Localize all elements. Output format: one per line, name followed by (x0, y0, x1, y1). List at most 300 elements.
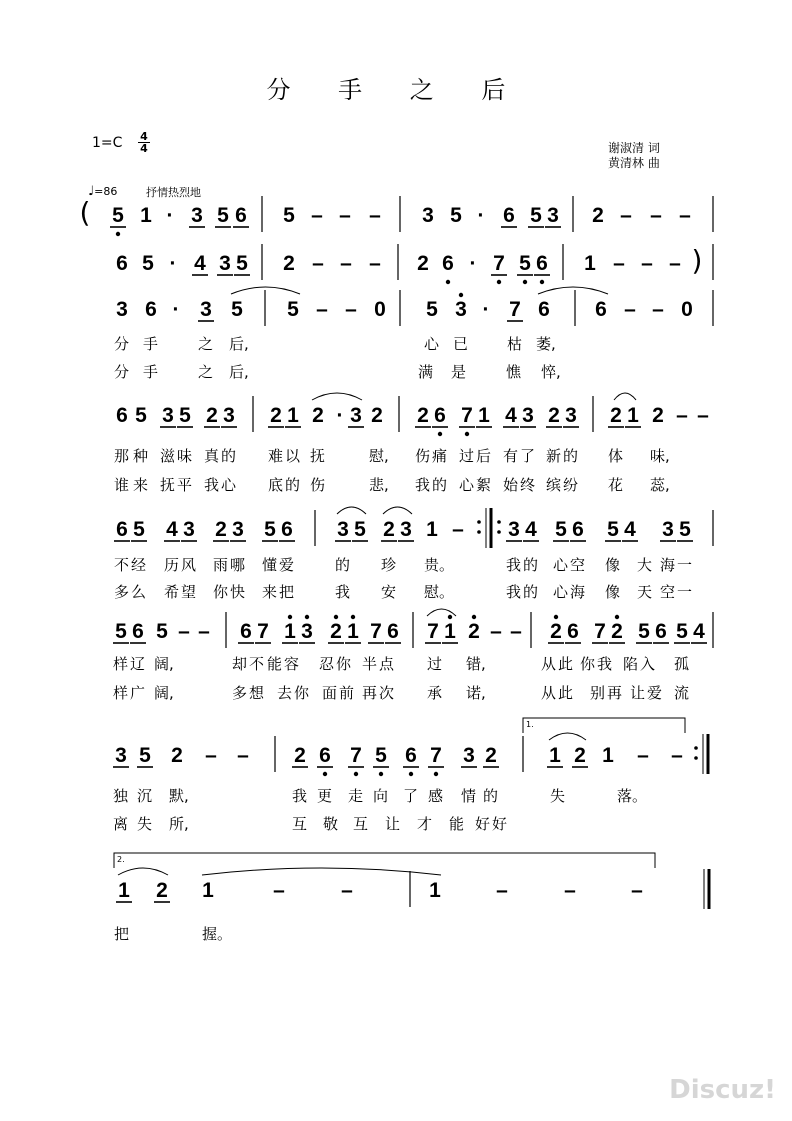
note: 7 (350, 744, 362, 767)
note: 3 (183, 518, 195, 541)
lyric-syllable: 的 (221, 447, 237, 465)
note: 5 (264, 518, 276, 541)
extension-dash: – (369, 204, 381, 227)
watermark: Discuz! (669, 1075, 776, 1105)
lyric-syllable: 悴, (541, 363, 561, 381)
lyric-syllable: 天 (637, 583, 653, 601)
note: 1 (347, 620, 359, 643)
repeat-dot (694, 746, 698, 750)
slur (337, 507, 366, 514)
note: 3 (565, 404, 577, 427)
lyric-syllable: 种 (133, 447, 149, 465)
note: 5 (135, 404, 147, 427)
lyric-syllable: 懂 (262, 556, 278, 574)
note: 2 (371, 404, 383, 427)
note: 7 (461, 404, 473, 427)
note: 6 (442, 252, 454, 275)
lyric-syllable: 历 (164, 556, 180, 574)
extension-dash: – (671, 744, 683, 767)
note: 4 (166, 518, 178, 541)
lyric-syllable: 心 (553, 583, 569, 601)
note: 6 (572, 518, 584, 541)
lyric-syllable: 分 (114, 363, 130, 381)
lyric-syllable: 过 (459, 447, 475, 465)
note: 2 (215, 518, 227, 541)
note: 3 (232, 518, 244, 541)
lyric-syllable: 失 (550, 787, 566, 805)
extension-dash: – (650, 204, 662, 227)
lyric-syllable: 独 (113, 787, 129, 805)
lyric-syllable: 花 (608, 476, 624, 494)
note: 1 (140, 204, 152, 227)
note: 5 (530, 204, 542, 227)
composer-credit: 黄清林 曲 (608, 156, 660, 170)
lyric-syllable: 味 (177, 447, 193, 465)
extension-dash: – (564, 879, 576, 902)
lyric-syllable: 再 (362, 684, 378, 702)
note: 3 (662, 518, 674, 541)
lyric-syllable: 手 (143, 363, 159, 381)
octave-dot-low (523, 280, 527, 284)
quarter-note-icon: ♩ (88, 184, 95, 199)
note: 6 (132, 620, 144, 643)
note: 6 (538, 298, 550, 321)
note: 2 (206, 404, 218, 427)
octave-dot-high (448, 615, 452, 619)
note: 7 (427, 620, 439, 643)
lyric-syllable: 孤 (674, 655, 690, 673)
lyric-syllable: 像 (605, 583, 621, 601)
octave-dot-high (554, 615, 558, 619)
lyric-syllable: 体 (608, 447, 624, 465)
tempo-value: =86 (94, 185, 118, 198)
note: 2 (592, 204, 604, 227)
lyric-syllable: 憔 (506, 363, 522, 381)
lyric-syllable: 了 (403, 787, 419, 805)
lyric-syllable: 互 (353, 815, 369, 833)
lyric-syllable: 味, (650, 447, 670, 465)
lyric-syllable: 阔, (154, 684, 174, 702)
octave-dot-low (323, 772, 327, 776)
extension-dash: – (205, 744, 217, 767)
lyric-syllable: 承 (427, 684, 443, 702)
note: 6 (319, 744, 331, 767)
volta-bracket-1 (523, 718, 685, 733)
lyric-syllable: 好 (475, 815, 491, 833)
lyric-syllable: 的 (523, 556, 539, 574)
song-title: 分 手 之 后 (266, 76, 526, 104)
lyric-syllable: 一 (677, 556, 693, 574)
octave-dot-low (465, 432, 469, 436)
intro-parenthesis: ( (79, 196, 91, 229)
lyric-syllable: 心 (424, 335, 440, 353)
note: 4 (693, 620, 705, 643)
lyric-syllable: 像 (605, 556, 621, 574)
octave-dot-low (116, 232, 120, 236)
slur (118, 868, 168, 875)
lyric-syllable: 多 (232, 684, 248, 702)
lyric-syllable: 陷 (623, 655, 639, 673)
note: 5 (287, 298, 299, 321)
lyric-syllable: 的 (335, 556, 351, 574)
lyric-syllable: 我 (335, 583, 351, 601)
intro-parenthesis: ) (691, 244, 703, 277)
lyric-syllable: 次 (379, 684, 395, 702)
slur (549, 733, 586, 740)
extension-dash: – (490, 620, 502, 643)
lyric-syllable: 痛 (432, 447, 448, 465)
note: 2 (611, 620, 623, 643)
lyric-syllable: 平 (177, 476, 193, 494)
note: 3 (455, 298, 467, 321)
lyric-syllable: 情 (461, 787, 477, 805)
note: 2 (574, 744, 586, 767)
lyric-syllable: 才 (417, 815, 433, 833)
octave-dot-low (379, 772, 383, 776)
extension-dash: – (613, 252, 625, 275)
note: 3 (115, 744, 127, 767)
lyric-syllable: 面 (322, 684, 338, 702)
octave-dot-low (540, 280, 544, 284)
note: 5 (142, 252, 154, 275)
note: 2 (485, 744, 497, 767)
extension-dash: – (631, 879, 643, 902)
slur (538, 287, 608, 294)
lyric-syllable: 忍 (319, 655, 335, 673)
note: 6 (434, 404, 446, 427)
augmentation-dot: · (169, 252, 177, 275)
note: 3 (337, 518, 349, 541)
lyric-syllable: 新 (546, 447, 562, 465)
lyric-syllable: 心 (221, 476, 237, 494)
lyric-syllable: 抚 (310, 447, 326, 465)
lyric-syllable: 那 (114, 447, 130, 465)
extension-dash: – (669, 252, 681, 275)
lyric-syllable: 我 (597, 655, 613, 673)
lyric-syllable: 别 (590, 684, 606, 702)
repeat-dot (497, 530, 501, 534)
lyric-syllable: 点 (379, 655, 395, 673)
note: 6 (567, 620, 579, 643)
lyric-syllable: 悲, (369, 476, 389, 494)
extension-dash: – (624, 298, 636, 321)
note: 6 (240, 620, 252, 643)
octave-dot-low (434, 772, 438, 776)
lyric-syllable: 阔, (154, 655, 174, 673)
lyric-syllable: 雨 (213, 556, 229, 574)
note: 2 (171, 744, 183, 767)
note: 5 (231, 298, 243, 321)
note: 5 (179, 404, 191, 427)
lyric-syllable: 过 (427, 655, 443, 673)
lyric-syllable: 我 (292, 787, 308, 805)
lyric-syllable: 有 (503, 447, 519, 465)
lyric-syllable: 流 (674, 684, 690, 702)
note: 6 (116, 518, 128, 541)
note: 2 (417, 404, 429, 427)
note: 3 (301, 620, 313, 643)
lyric-syllable: 你 (336, 655, 352, 673)
lyric-syllable: 你 (580, 655, 596, 673)
lyric-syllable: 辽 (130, 655, 146, 673)
note: 3 (400, 518, 412, 541)
lyric-syllable: 以 (285, 447, 301, 465)
note: 2 (283, 252, 295, 275)
lyric-syllable: 离 (113, 815, 129, 833)
note: 1 (429, 879, 441, 902)
lyric-syllable: 所, (169, 815, 189, 833)
note: 2 (383, 518, 395, 541)
octave-dot-high (615, 615, 619, 619)
lyric-syllable: 蕊, (650, 476, 670, 494)
lyric-syllable: 已 (453, 335, 469, 353)
augmentation-dot: · (469, 252, 477, 275)
lyric-syllable: 向 (373, 787, 389, 805)
extension-dash: – (340, 252, 352, 275)
note: 3 (200, 298, 212, 321)
lyric-syllable: 更 (317, 787, 333, 805)
note: 5 (679, 518, 691, 541)
extension-dash: – (697, 404, 709, 427)
note: 5 (607, 518, 619, 541)
lyric-syllable: 慰, (369, 447, 389, 465)
lyric-syllable: 伤 (310, 476, 326, 494)
extension-dash: – (369, 252, 381, 275)
note: 3 (350, 404, 362, 427)
note: 5 (555, 518, 567, 541)
note: 1 (549, 744, 561, 767)
lyric-syllable: 默, (169, 787, 189, 805)
extension-dash: – (510, 620, 522, 643)
lyric-syllable: 后, (229, 363, 249, 381)
note: 2 (610, 404, 622, 427)
lyric-syllable: 大 (637, 556, 653, 574)
lyric-syllable: 贵。 (424, 556, 455, 574)
lyric-syllable: 是 (451, 363, 467, 381)
octave-dot-high (472, 615, 476, 619)
note: 5 (450, 204, 462, 227)
repeat-dot (497, 520, 501, 524)
extension-dash: – (620, 204, 632, 227)
lyric-syllable: 絮 (476, 476, 492, 494)
lyric-syllable: 从 (541, 684, 557, 702)
lyric-syllable: 样 (113, 684, 129, 702)
extension-dash: – (273, 879, 285, 902)
note: 2 (652, 404, 664, 427)
lyric-syllable: 让 (630, 684, 646, 702)
extension-dash: – (676, 404, 688, 427)
note: 2 (294, 744, 306, 767)
lyric-syllable: 快 (230, 583, 246, 601)
note: 4 (505, 404, 517, 427)
lyric-syllable: 落。 (617, 787, 648, 805)
lyric-syllable: 的 (523, 583, 539, 601)
augmentation-dot: · (172, 298, 180, 321)
lyric-syllable: 让 (385, 815, 401, 833)
volta-bracket-2 (114, 853, 655, 868)
note: 3 (422, 204, 434, 227)
lyric-syllable: 能 (267, 655, 283, 673)
note: 6 (387, 620, 399, 643)
lyric-syllable: 真 (204, 447, 220, 465)
note: 5 (426, 298, 438, 321)
slur (202, 868, 441, 875)
lyric-syllable: 一 (677, 583, 693, 601)
lyric-syllable: 的 (563, 447, 579, 465)
lyric-syllable: 缤 (546, 476, 562, 494)
extension-dash: – (312, 252, 324, 275)
lyric-syllable: 安 (381, 583, 397, 601)
note: 6 (235, 204, 247, 227)
note: 3 (223, 404, 235, 427)
note: 3 (508, 518, 520, 541)
lyric-syllable: 把 (279, 583, 295, 601)
lyric-syllable: 此 (558, 684, 574, 702)
lyric-syllable: 风 (181, 556, 197, 574)
lyric-syllable: 手 (143, 335, 159, 353)
repeat-dot (694, 756, 698, 760)
note: 1 (444, 620, 456, 643)
lyric-syllable: 我 (204, 476, 220, 494)
extension-dash: – (341, 879, 353, 902)
note: 1 (627, 404, 639, 427)
lyric-syllable: 分 (114, 335, 130, 353)
lyric-syllable: 慰。 (424, 583, 455, 601)
lyric-syllable: 入 (640, 655, 656, 673)
lyric-syllable: 心 (553, 556, 569, 574)
extension-dash: – (339, 204, 351, 227)
note: 5 (283, 204, 295, 227)
lyric-syllable: 经 (131, 556, 147, 574)
lyric-syllable: 萎, (536, 335, 556, 353)
lyric-syllable: 的 (285, 476, 301, 494)
note: 2 (468, 620, 480, 643)
note: 3 (191, 204, 203, 227)
note: 3 (116, 298, 128, 321)
extension-dash: – (345, 298, 357, 321)
repeat-dot (477, 520, 481, 524)
lyric-syllable: 我 (506, 583, 522, 601)
lyric-syllable: 抚 (160, 476, 176, 494)
note: 5 (236, 252, 248, 275)
lyric-syllable: 难 (268, 447, 284, 465)
lyric-syllable: 我 (415, 476, 431, 494)
note: 6 (503, 204, 515, 227)
augmentation-dot: · (336, 404, 344, 427)
lyric-syllable: 后, (229, 335, 249, 353)
note: 7 (370, 620, 382, 643)
lyric-syllable: 珍 (381, 556, 397, 574)
key-signature: 1=C (92, 135, 123, 151)
expression-marking: 抒情热烈地 (146, 186, 201, 199)
note: 6 (116, 252, 128, 275)
note: 6 (405, 744, 417, 767)
lyric-syllable: 始 (503, 476, 519, 494)
extension-dash: – (652, 298, 664, 321)
note: 1 (602, 744, 614, 767)
volta-label-1: 1. (526, 720, 534, 729)
lyric-syllable: 终 (520, 476, 536, 494)
note: 1 (202, 879, 214, 902)
note: 2 (156, 879, 168, 902)
note: 6 (281, 518, 293, 541)
lyric-syllable: 了 (520, 447, 536, 465)
octave-dot-high (351, 615, 355, 619)
lyric-syllable: 握。 (202, 925, 233, 943)
note: 3 (547, 204, 559, 227)
octave-dot-low (354, 772, 358, 776)
note: 5 (112, 204, 124, 227)
note: 1 (284, 620, 296, 643)
note: 4 (525, 518, 537, 541)
lyric-syllable: 错, (466, 655, 486, 673)
lyric-syllable: 爱 (279, 556, 295, 574)
note: 3 (463, 744, 475, 767)
note: 6 (536, 252, 548, 275)
extension-dash: – (637, 744, 649, 767)
lyric-syllable: 你 (213, 583, 229, 601)
note: 5 (676, 620, 688, 643)
note: 7 (430, 744, 442, 767)
lyric-syllable: 爱 (647, 684, 663, 702)
extension-dash: – (452, 518, 464, 541)
note: 4 (624, 518, 636, 541)
note: 1 (478, 404, 490, 427)
lyric-syllable: 不 (249, 655, 265, 673)
note: 5 (115, 620, 127, 643)
lyric-syllable: 好 (492, 815, 508, 833)
note: 4 (194, 252, 206, 275)
lyric-syllable: 的 (483, 787, 499, 805)
lyricist-credit: 谢淑清 词 (608, 141, 660, 155)
lyric-syllable: 从 (541, 655, 557, 673)
lyric-syllable: 此 (558, 655, 574, 673)
note: 2 (550, 620, 562, 643)
lyric-syllable: 样 (113, 655, 129, 673)
slur (383, 507, 412, 514)
lyric-syllable: 互 (292, 815, 308, 833)
extension-dash: – (311, 204, 323, 227)
lyric-syllable: 多 (114, 583, 130, 601)
lyric-syllable: 后 (476, 447, 492, 465)
augmentation-dot: · (166, 204, 174, 227)
octave-dot-high (459, 293, 463, 297)
note: 5 (133, 518, 145, 541)
lyric-syllable: 走 (348, 787, 364, 805)
lyric-syllable: 容 (284, 655, 300, 673)
extension-dash: – (198, 620, 210, 643)
lyric-syllable: 感 (428, 787, 444, 805)
lyric-syllable: 却 (232, 655, 248, 673)
rest: 0 (374, 298, 386, 321)
time-signature-top: 4 (140, 130, 148, 143)
lyric-syllable: 的 (432, 476, 448, 494)
note: 6 (595, 298, 607, 321)
lyric-syllable: 失 (137, 815, 153, 833)
note: 7 (257, 620, 269, 643)
note: 2 (330, 620, 342, 643)
lyric-syllable: 么 (131, 583, 147, 601)
note: 3 (219, 252, 231, 275)
extension-dash: – (178, 620, 190, 643)
extension-dash: – (679, 204, 691, 227)
slur (614, 393, 636, 400)
note: 7 (594, 620, 606, 643)
octave-dot-low (438, 432, 442, 436)
lyric-syllable: 底 (268, 476, 284, 494)
augmentation-dot: · (477, 204, 485, 227)
lyric-syllable: 满 (418, 363, 434, 381)
